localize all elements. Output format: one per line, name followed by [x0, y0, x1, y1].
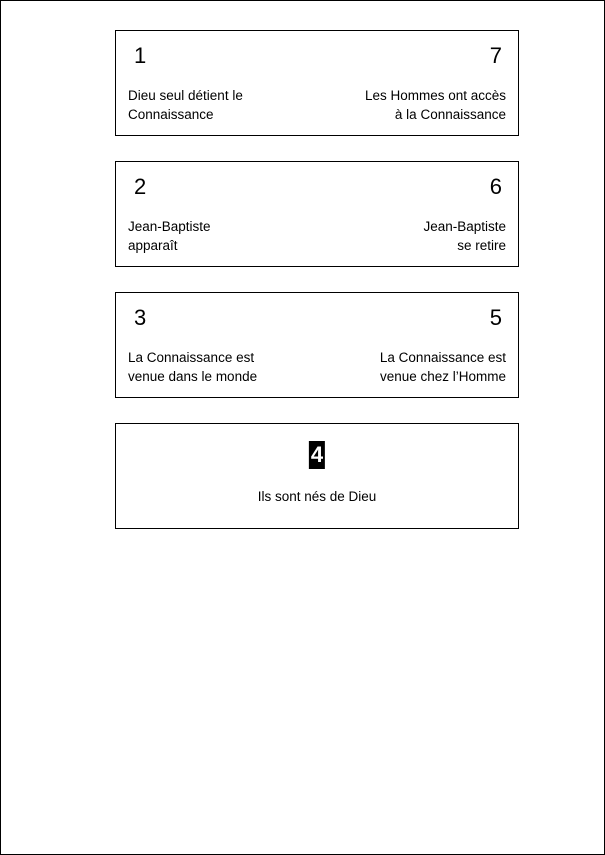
label-1-line-1: Dieu seul détient le	[128, 88, 243, 103]
pair-box-1-7	[115, 30, 519, 136]
label-7-line-2: à la Connaissance	[394, 107, 506, 122]
label-5-line-1: La Connaissance est	[379, 350, 506, 365]
label-2	[128, 217, 211, 255]
label-7-line-1: Les Hommes ont accès	[364, 88, 506, 103]
label-5	[380, 348, 506, 386]
number-7: 7	[489, 43, 502, 68]
pair-box-2-6	[115, 161, 519, 267]
number-3: 3	[134, 305, 147, 330]
number-1: 1	[134, 43, 147, 68]
label-2-line-1: Jean-Baptiste	[128, 219, 211, 234]
label-6-line-1: Jean-Baptiste	[423, 219, 506, 234]
label-1-line-2: Connaissance	[128, 107, 214, 122]
label-1	[128, 86, 243, 124]
label-6-line-2: se retire	[457, 238, 506, 253]
label-3	[128, 348, 257, 386]
number-2: 2	[134, 174, 147, 199]
label-3-line-1: La Connaissance est	[128, 350, 255, 365]
number-4-highlighted: 4	[310, 442, 324, 467]
label-4: Ils sont nés de Dieu	[257, 489, 377, 504]
label-3-line-2: venue dans le monde	[128, 369, 258, 384]
label-2-line-2: apparaît	[128, 238, 178, 253]
label-7	[365, 86, 506, 124]
center-box-4	[115, 423, 519, 529]
pair-box-3-5	[115, 292, 519, 398]
number-6: 6	[489, 174, 502, 199]
label-6	[423, 217, 506, 255]
number-5: 5	[489, 305, 502, 330]
label-5-line-2: venue chez l’Homme	[379, 369, 506, 384]
